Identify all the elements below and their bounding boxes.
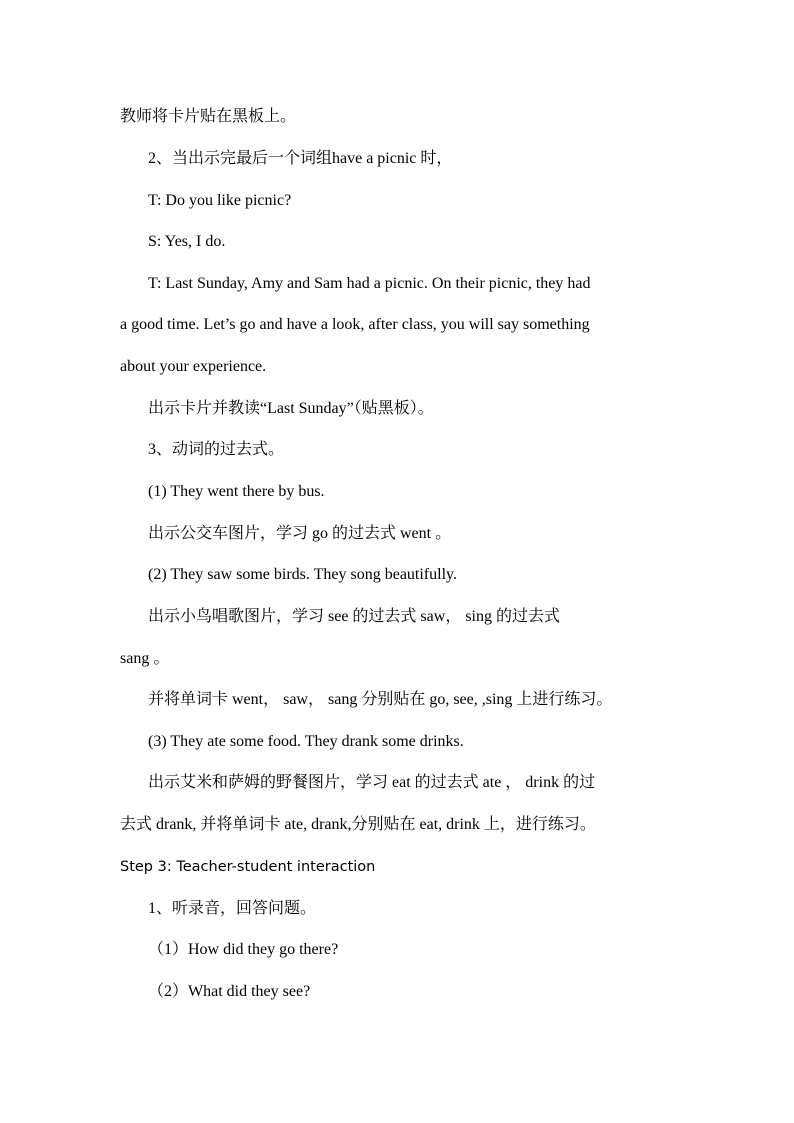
paragraph-line: 1、听录音，回答问题。: [148, 900, 317, 917]
dialogue-line: S: Yes, I do.: [148, 233, 226, 250]
example-sentence: (2) They saw some birds. They song beautifully.: [148, 566, 457, 583]
section-heading: Step 3: Teacher-student interaction: [120, 859, 376, 875]
paragraph-line: 3、动词的过去式。: [148, 441, 285, 458]
question-item: （2）What did they see?: [148, 983, 311, 1000]
paragraph-line: 教师将卡片贴在黑板上。: [120, 108, 297, 125]
dialogue-line: T: Do you like picnic?: [148, 192, 292, 209]
paragraph-line: sang 。: [120, 650, 170, 667]
paragraph-line: 出示公交车图片，学习 go 的过去式 went 。: [148, 525, 452, 542]
paragraph-line: 出示卡片并教读“Last Sunday”（贴黑板）。: [148, 400, 434, 417]
paragraph-line: 并将单词卡 went， saw， sang 分别贴在 go, see, ,sing 上进行练习。: [148, 691, 613, 708]
paragraph-line: 出示小鸟唱歌图片，学习 see 的过去式 saw， sing 的过去式: [148, 608, 560, 625]
dialogue-line: about your experience.: [120, 358, 267, 375]
example-sentence: (1) They went there by bus.: [148, 483, 325, 500]
paragraph-line: 出示艾米和萨姆的野餐图片，学习 eat 的过去式 ate ， drink 的过: [148, 774, 596, 791]
paragraph-line: 2、当出示完最后一个词组have a picnic 时，: [148, 150, 453, 167]
paragraph-line: 去式 drank, 并将单词卡 ate, drank,分别贴在 eat, drink 上，进行练习。: [120, 816, 596, 833]
question-item: （1）How did they go there?: [148, 941, 339, 958]
dialogue-line: T: Last Sunday, Amy and Sam had a picnic. On their picnic, they had: [148, 275, 591, 292]
example-sentence: (3) They ate some food. They drank some drinks.: [148, 733, 464, 750]
dialogue-line: a good time. Let’s go and have a look, after class, you will say something: [120, 316, 590, 333]
